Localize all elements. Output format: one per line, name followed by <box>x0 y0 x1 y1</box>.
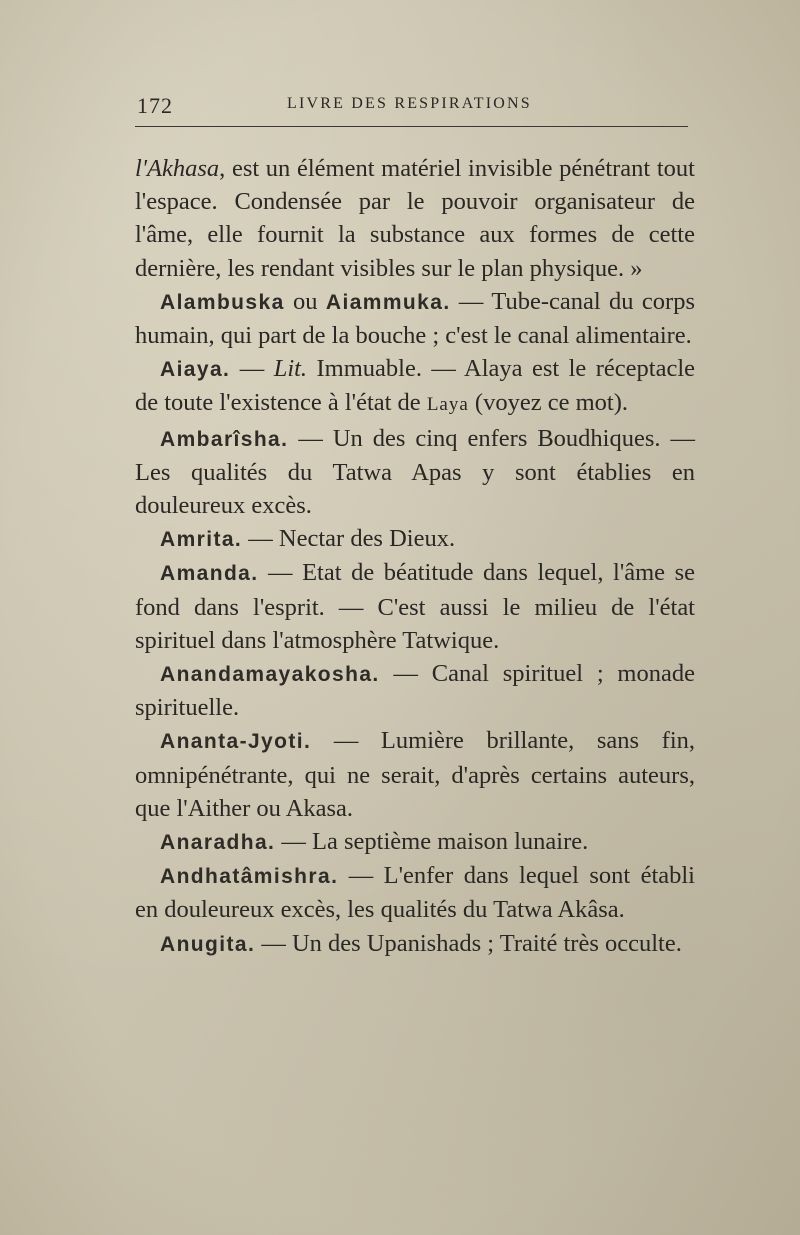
entry-term-alt: Aiammuka. <box>325 290 451 314</box>
continuation-paragraph <box>135 152 695 285</box>
entry-term: Alambuska <box>160 290 285 314</box>
entry-definition: — Nectar des Dieux. <box>242 525 456 553</box>
entry-term: Ambarîsha. <box>160 427 289 451</box>
glossary-entry-anugita <box>135 927 695 961</box>
entry-term: Anugita. <box>160 932 256 956</box>
glossary-entry-anandamayakosha <box>135 657 695 724</box>
entry-definition-mid: Immuable. — Alaya est le réceptacle de toute l'existence à l'état de <box>135 355 696 417</box>
entry-term: Andhatâmishra. <box>160 865 339 889</box>
entry-term: Aiaya. <box>160 358 231 382</box>
entry-definition: (voyez ce mot). <box>468 389 628 417</box>
entry-definition-pre: — <box>230 355 274 383</box>
entry-definition: — Lumière brillante, sans fin, omnipénétrante, qui ne serait, d'après certains auteurs, que l'Aither ou Akasa. <box>135 727 695 822</box>
entry-term: Amrita. <box>160 528 243 552</box>
entry-term: Anandamayakosha. <box>160 663 380 687</box>
page-header <box>135 93 685 119</box>
entry-definition: — Tube-canal du corps humain, qui part de la bouche ; c'est le canal alimentaire. <box>135 287 695 350</box>
glossary-entry-anaradha <box>135 825 695 859</box>
glossary-entry-ananta-jyoti <box>135 724 695 825</box>
glossary-entry-alambuska <box>135 285 695 352</box>
entry-definition: — Etat de béatitude dans lequel, l'âme se fond dans l'esprit. — C'est aussi le milieu de l'état spirituel dans l'atmosphère Tatwique. <box>135 559 695 654</box>
glossary-entry-amanda <box>135 556 695 657</box>
entry-italic: Lit. <box>273 355 308 383</box>
glossary-body <box>135 152 695 961</box>
continuation-italic: l'Akhasa <box>135 155 220 182</box>
glossary-entry-amrita <box>135 522 695 556</box>
page-number: 172 <box>137 93 173 118</box>
continuation-text: , est un élément matériel invisible pénétrant tout l'espace. Condensée par le pouvoir organisateur de l'âme, elle fournit la substance aux formes de cette dernière, les rendant visibles sur le plan physique. » <box>135 155 695 282</box>
glossary-entry-ambarisha <box>135 422 695 523</box>
entry-term: Amanda. <box>160 562 259 586</box>
glossary-entry-aiaya <box>135 352 695 421</box>
entry-joiner: ou <box>284 287 326 315</box>
entry-definition: — Un des Upanishads ; Traité très occulte. <box>255 929 682 957</box>
entry-definition: — Canal spirituel ; monade spirituelle. <box>135 660 695 722</box>
entry-term: Ananta-Jyoti. <box>160 730 312 754</box>
entry-definition: — L'enfer dans lequel sont établi en douleureux excès, les qualités du Tatwa Akâsa. <box>135 862 695 924</box>
header-rule <box>135 126 688 127</box>
entry-term: Anaradha. <box>160 831 276 855</box>
glossary-entry-andhatamishra <box>135 859 695 926</box>
entry-definition: — Un des cinq enfers Boudhiques. — Les qualités du Tatwa Apas y sont établies en douleureux excès. <box>135 424 695 520</box>
entry-small-caps: Laya <box>426 394 469 416</box>
running-head: LIVRE DES RESPIRATIONS <box>287 95 532 112</box>
entry-definition: — La septième maison lunaire. <box>275 828 589 856</box>
